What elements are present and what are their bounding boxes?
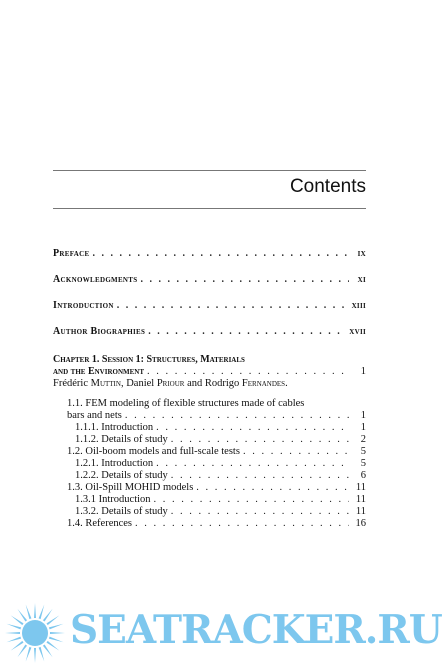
toc-section-1-2[interactable]: 1.2. Oil-boom models and full-scale tests . . . 5 [53, 446, 366, 458]
toc-section-1-3[interactable]: 1.3. Oil-Spill MOHID models . . . 11 [53, 482, 366, 494]
toc-page: xvii [349, 326, 366, 337]
sun-ray [49, 636, 64, 642]
toc-label: Acknowledgments [53, 274, 138, 285]
contents-title: Contents [289, 176, 366, 197]
watermark-text: SEATRACKER.RU [70, 606, 442, 653]
watermark [0, 596, 442, 663]
toc-page: 1 [360, 366, 366, 377]
sun-ray [7, 623, 22, 629]
toc-label: Author Biographies [53, 326, 146, 337]
sun-ray [34, 603, 36, 618]
leader-dots [196, 482, 349, 494]
toc-entry-acknowledgments[interactable] [53, 274, 366, 286]
toc-entry-introduction[interactable] [53, 300, 366, 312]
leader-dots [156, 458, 349, 470]
leader-dots [125, 410, 349, 422]
leader-dots [140, 274, 349, 286]
toc-chapter-1[interactable] [53, 354, 366, 390]
toc-section-1-1-1[interactable]: 1.1.1. Introduction . . . 1 [53, 422, 366, 434]
sun-ray [5, 632, 20, 634]
sun-ray [47, 615, 60, 625]
sun-ray [34, 648, 36, 663]
chapter-title-line2: and the Environment [53, 366, 145, 377]
sun-ray [39, 604, 45, 619]
sun-ray [17, 608, 27, 621]
toc-section-1-2-1[interactable]: 1.2.1. Introduction . . . 5 [53, 458, 366, 470]
sun-logo-icon [2, 597, 68, 663]
leader-dots [92, 248, 349, 260]
sun-ray [43, 608, 53, 621]
toc-page: xi [357, 274, 366, 285]
toc-section-1-1[interactable]: bars and nets . . . 1 [53, 410, 366, 422]
chapter-title-line1: Chapter 1. Session 1: Structures, Materials [53, 354, 245, 365]
leader-dots [148, 326, 346, 338]
leader-dots [154, 494, 349, 506]
toc-entry-preface[interactable] [53, 248, 366, 260]
sun-ray [50, 632, 65, 634]
leader-dots [147, 366, 349, 378]
sun-ray [43, 644, 53, 657]
sun-ray [7, 636, 22, 642]
bottom-rule [53, 208, 366, 209]
leader-dots [171, 434, 349, 446]
sun-ray [17, 644, 27, 657]
toc-section-1-1-2[interactable]: 1.1.2. Details of study . . . 2 [53, 434, 366, 446]
toc-entry-author-biographies[interactable] [53, 326, 366, 338]
chapter-sections [53, 398, 366, 530]
top-rule [53, 170, 366, 171]
sun-ray [39, 646, 45, 661]
toc-section-1-2-2[interactable]: 1.2.2. Details of study . . . 6 [53, 470, 366, 482]
toc-section-1-3-1[interactable]: 1.3.1 Introduction . . . 11 [53, 494, 366, 506]
leader-dots [171, 470, 349, 482]
sun-ray [11, 615, 24, 625]
toc-section-1-4[interactable]: 1.4. References . . . 16 [53, 518, 366, 530]
sun-ray [47, 640, 60, 650]
sun-ray [26, 646, 32, 661]
toc-page: xiii [351, 300, 366, 311]
sun-ray [11, 640, 24, 650]
toc-label: Introduction [53, 300, 114, 311]
leader-dots [156, 422, 349, 434]
leader-dots [243, 446, 349, 458]
sun-ray [26, 604, 32, 619]
toc-section-1-1-line1[interactable]: 1.1. FEM modeling of flexible structures made of cables [67, 398, 305, 409]
toc-label: Preface [53, 248, 90, 259]
sun-ray [49, 623, 64, 629]
leader-dots [117, 300, 349, 312]
leader-dots [171, 506, 349, 518]
toc-section-1-3-2[interactable]: 1.3.2. Details of study . . . 11 [53, 506, 366, 518]
toc-page: ix [357, 248, 366, 259]
table-of-contents [53, 248, 366, 530]
chapter-authors: Frédéric Muttin, Daniel Priour and Rodrigo Fernandes. [53, 378, 288, 389]
leader-dots [135, 518, 349, 530]
